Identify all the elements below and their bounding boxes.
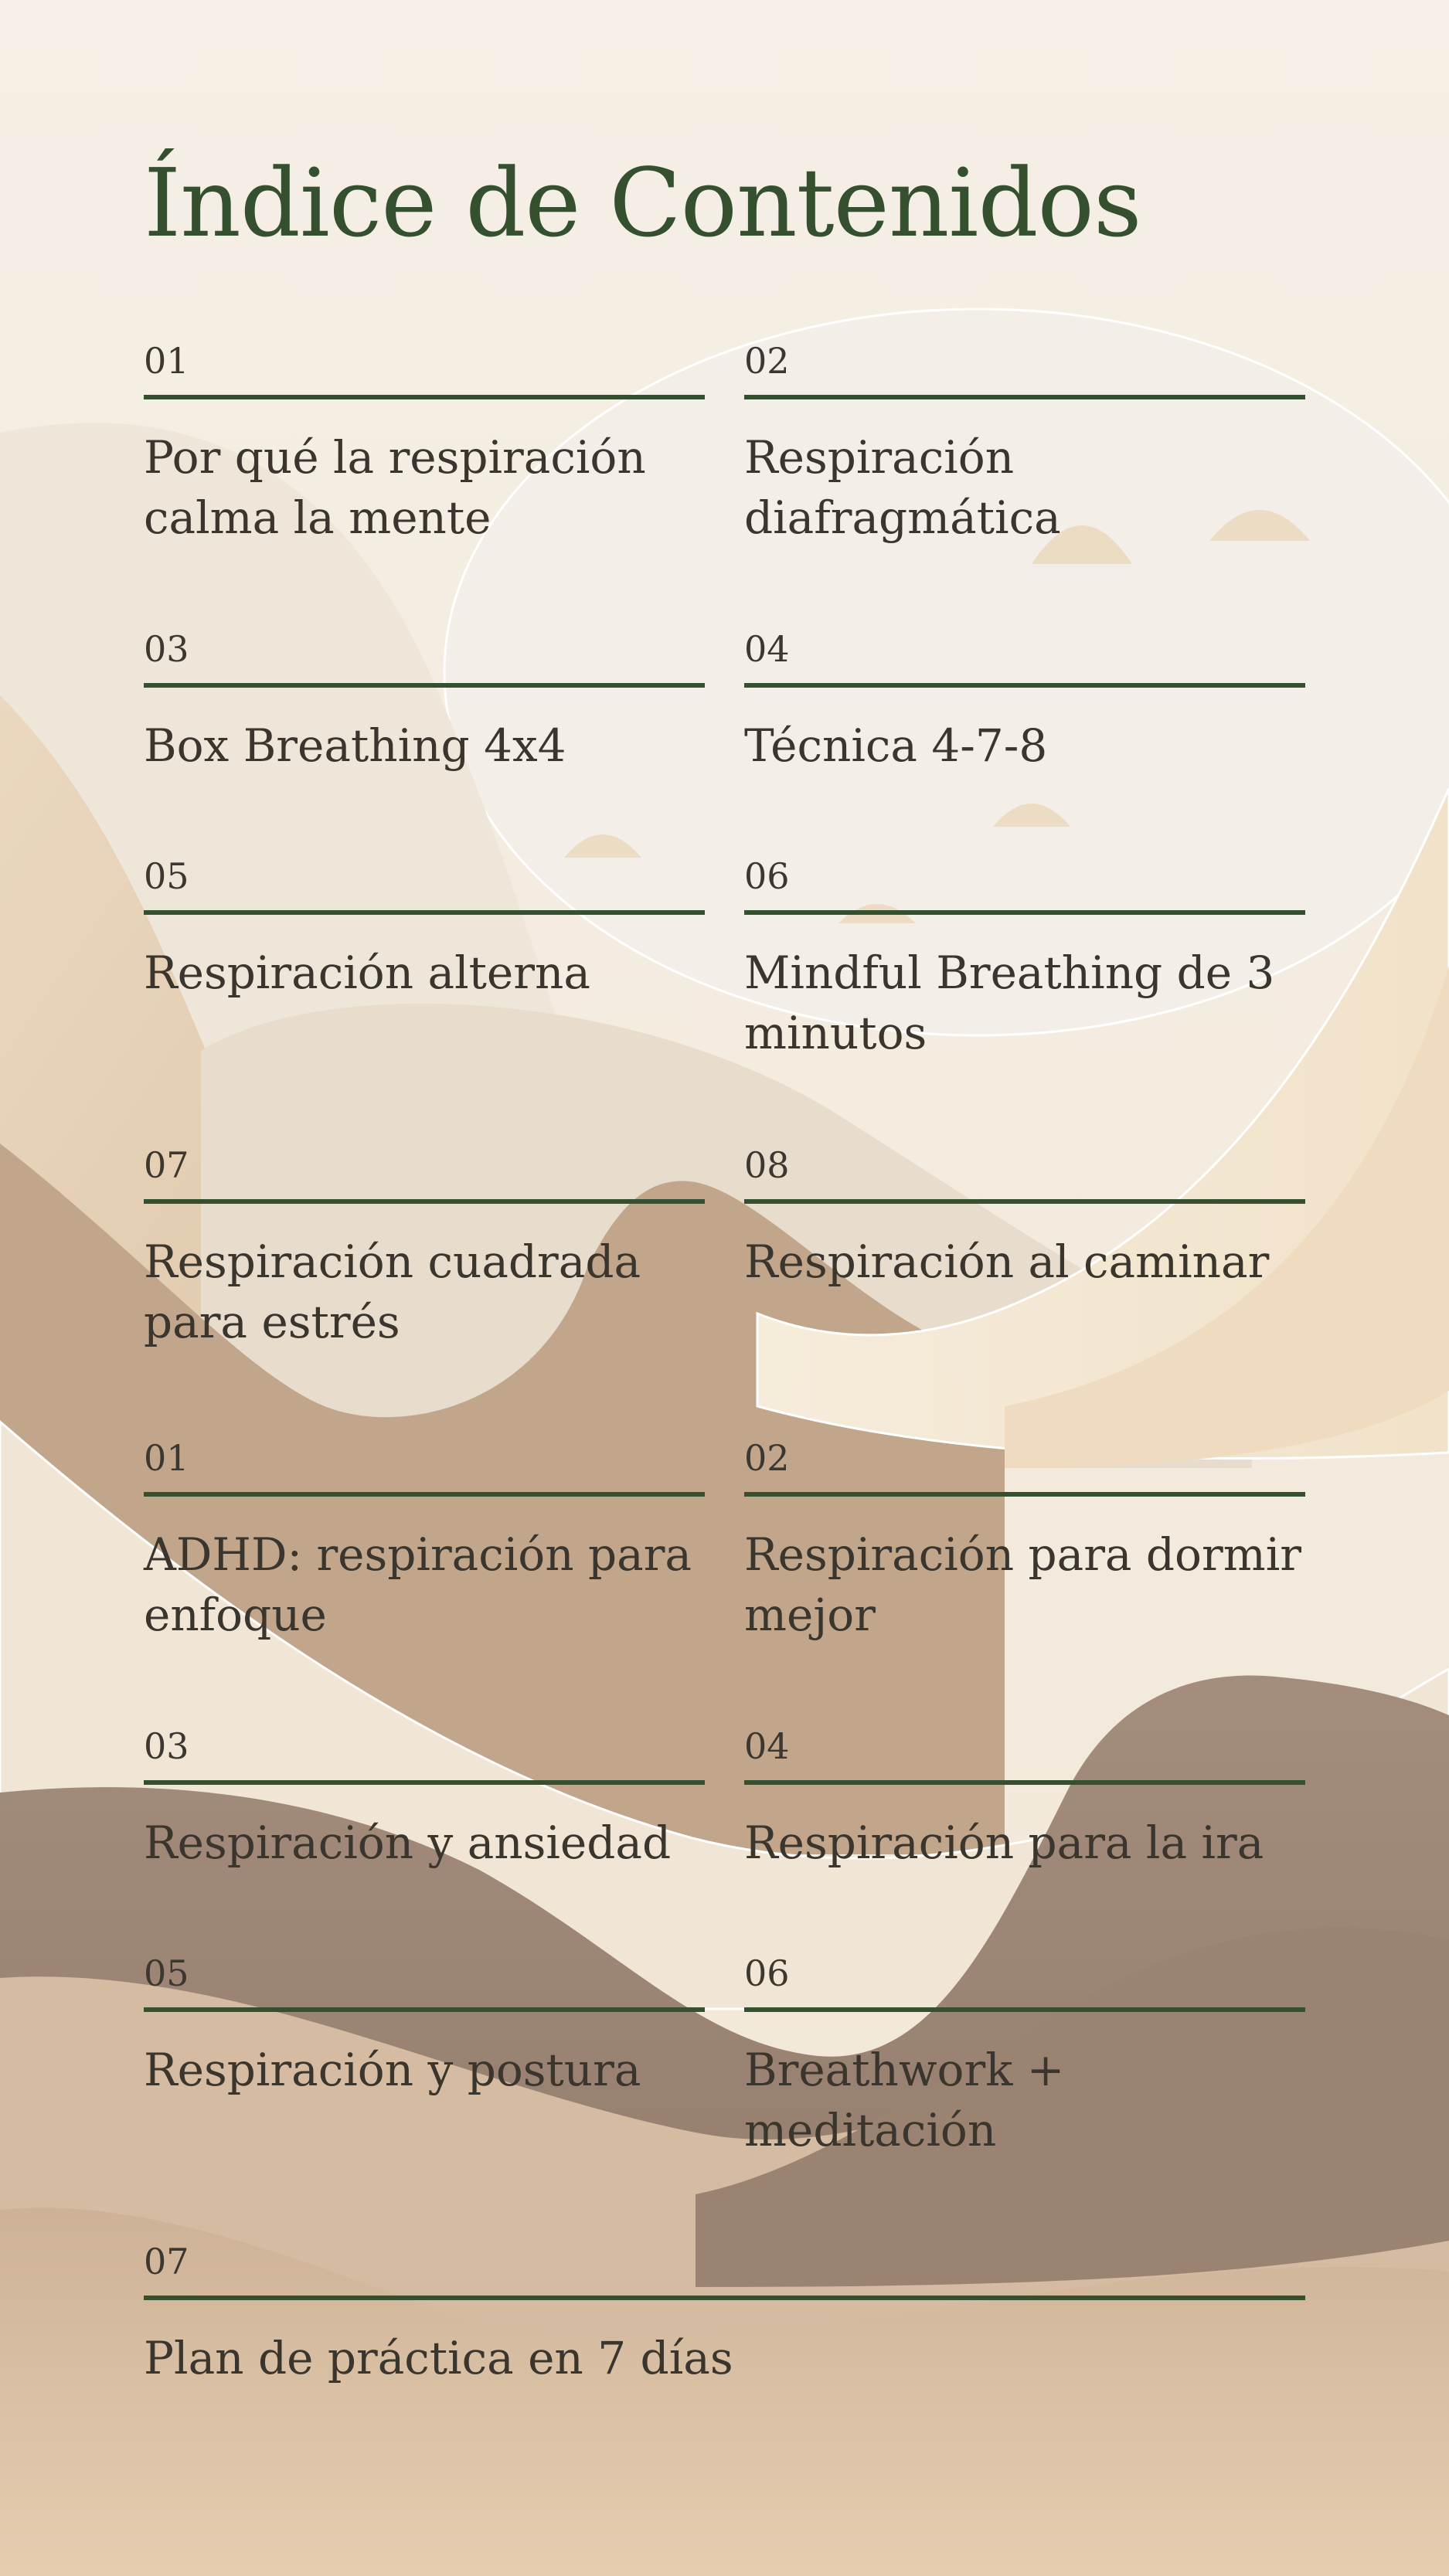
divider — [744, 2007, 1305, 2012]
divider — [744, 1492, 1305, 1497]
divider — [144, 1492, 705, 1497]
toc-item-title: Respiración alterna — [144, 946, 590, 999]
toc-item[interactable] — [744, 339, 1305, 548]
toc-item[interactable] — [744, 1436, 1305, 1645]
toc-item-number: 05 — [144, 1952, 189, 1994]
toc-item-number: 04 — [744, 628, 790, 670]
toc-item-number: 02 — [744, 1437, 790, 1479]
divider — [744, 910, 1305, 915]
toc-item[interactable] — [144, 1725, 705, 1873]
toc-item[interactable] — [144, 2240, 1305, 2388]
toc-item[interactable] — [744, 855, 1305, 1063]
toc-item-number: 04 — [744, 1725, 790, 1767]
toc-item-title: Breathwork + meditación — [744, 2044, 1065, 2156]
toc-item-number: 07 — [144, 1144, 189, 1186]
toc-item[interactable] — [744, 1144, 1305, 1292]
divider — [744, 683, 1305, 688]
toc-item-number: 03 — [144, 628, 189, 670]
divider — [144, 395, 705, 399]
toc-item-title: Respiración diafragmática — [744, 431, 1061, 544]
divider — [144, 2007, 705, 2012]
toc-item-number: 01 — [144, 340, 189, 382]
divider — [744, 1780, 1305, 1785]
toc-item-title: Respiración cuadrada para estrés — [144, 1235, 641, 1348]
toc-item-title: Respiración y postura — [144, 2044, 641, 2096]
toc-item[interactable] — [144, 855, 705, 1003]
divider — [744, 395, 1305, 399]
toc-item-number: 06 — [744, 855, 790, 897]
divider — [144, 910, 705, 915]
toc-item-number: 03 — [144, 1725, 189, 1767]
toc-item-number: 07 — [144, 2241, 189, 2282]
page-title: Índice de Contenidos — [144, 148, 1141, 258]
toc-item-title: Mindful Breathing de 3 minutos — [744, 946, 1275, 1059]
toc-item[interactable] — [144, 627, 705, 776]
toc-item-title: Respiración y ansiedad — [144, 1816, 672, 1869]
toc-item-number: 02 — [744, 340, 790, 382]
toc-item-title: Respiración para la ira — [744, 1816, 1264, 1869]
toc-item-title: ADHD: respiración para enfoque — [144, 1528, 692, 1641]
divider — [144, 1780, 705, 1785]
toc-item-number: 01 — [144, 1437, 189, 1479]
toc-item[interactable] — [144, 1436, 705, 1645]
toc-item-title: Box Breathing 4x4 — [144, 719, 566, 772]
toc-item-title: Por qué la respiración calma la mente — [144, 431, 646, 544]
toc-item-title: Respiración para dormir mejor — [744, 1528, 1301, 1641]
divider — [144, 2296, 1305, 2300]
toc-item-title: Técnica 4-7-8 — [744, 719, 1048, 772]
toc-item-number: 06 — [744, 1952, 790, 1994]
divider — [144, 1199, 705, 1204]
toc-item[interactable] — [144, 1144, 705, 1352]
toc-item[interactable] — [744, 627, 1305, 776]
toc-item-number: 08 — [744, 1144, 790, 1186]
toc-item[interactable] — [144, 1952, 705, 2100]
toc-item[interactable] — [744, 1725, 1305, 1873]
divider — [744, 1199, 1305, 1204]
toc-item-title: Respiración al caminar — [744, 1235, 1270, 1288]
toc-item-title: Plan de práctica en 7 días — [144, 2332, 733, 2384]
divider — [144, 683, 705, 688]
toc-item[interactable] — [144, 339, 705, 548]
toc-item-number: 05 — [144, 855, 189, 897]
toc-item[interactable] — [744, 1952, 1305, 2160]
